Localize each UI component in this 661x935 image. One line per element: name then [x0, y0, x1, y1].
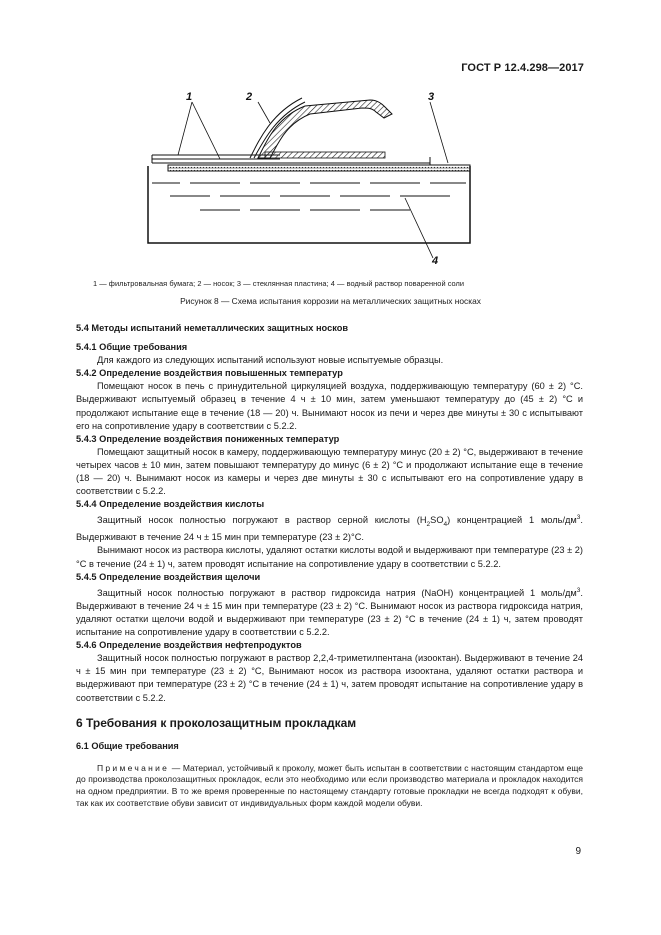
section-5-4-1-text: Для каждого из следующих испытаний используют новые испытуемые образцы. [97, 355, 444, 366]
section-6-1-title: 6.1 Общие требования [76, 740, 179, 751]
main-content [76, 322, 583, 809]
section-5-4-title: 5.4 Методы испытаний неметаллических защитных носков [76, 323, 349, 333]
figure-caption: Рисунок 8 — Схема испытания коррозии на металлических защитных носках [180, 296, 481, 306]
label-3: 3 [428, 91, 435, 103]
label-4: 4 [432, 255, 439, 267]
document-code: ГОСТ Р 12.4.298—2017 [461, 62, 584, 74]
label-2: 2 [246, 91, 253, 103]
toecap-arch [258, 100, 392, 158]
section-5-4-6-title: 5.4.6 Определение воздействия нефтепродуктов [76, 640, 302, 651]
label-1: 1 [186, 91, 193, 103]
tank-outline [148, 166, 470, 243]
figure-legend: 1 — фильтровальная бумага; 2 — носок; 3 — стеклянная пластина; 4 — водный раствор поваренной соли [93, 279, 465, 288]
section-5-4-5-text: Защитный носок полностью погружают в раствор гидроксида натрия (NaOH) концентрацией 1 моль/$дм^3$. Выдерживают в течение 24 ч ± 15 мин при температуре (23 ± 2) °С. Вынимают носок из раствора гидроксида натрия, удаляют остатки щелочи водой и выдерживают при температуре (23 ± 2) °С в течение (24 ± 1) ч, затем проводят испытание на сопротивление удару в соответствии с 5.2.2. [76, 586, 583, 638]
section-5-4-6-text: Защитный носок полностью погружают в раствор 2,2,4-триметилпентана (изооктан). Выдерживают в течение 24 ч ± 15 мин при температуре (23 ± 2) °С, Вынимают носок из раствора изооктана, удаляют остатки раствора и выдерживают при температуре (23 ± 2) °С в течение (24 ± 1) ч, затем проводят испытание на сопротивление удару в соответствии с 5.2.2. [76, 653, 583, 703]
note-label: Примечание [97, 762, 170, 773]
section-5-4-4-title: 5.4.4 Определение воздействия кислоты [76, 499, 265, 510]
section-5-4-3-text: Помещают защитный носок в камеру, поддерживающую температуру минус (20 ± 2) °С, выдерживают в течение четырех часов ± 10 мин, затем повышают температуру до минус (6 ± 2) °С и продолжают испытание еще в течение (18 — 20) ч. Вынимают носок из камеры и через две минуты ± 30 с испытывают его на сопротивление удару в соответствии с 5.2.2. [76, 446, 583, 497]
section-5-4-4-text: Защитный носок полностью погружают в раствор серной кислоты $(H_2SO_4)$ концентрацией 1 моль/$дм^3$. Выдерживают в течение 24 ч ± 15 мин при температуре (23 ± 2)°С. [76, 514, 583, 543]
note: Примечание — Материал, устойчивый к проколу, может быть испытан в соответствии с настоящим стандартом еще до производства проколозащитных прокладок, если это необходимо или если производство материала и прокладок находится на одном предприятии. В то же время проверенные по настоящему стандарту готовые прокладки не всегда подходят к обуви, так как их соответствие обуви зависит от индивидуальных форм каждой модели обуви. [76, 762, 583, 808]
section-5-4-4-text-2: Вынимают носок из раствора кислоты, удаляют остатки кислоты водой и выдерживают при температуре (23 ± 2) °С в течение (24 ± 1) ч, затем проводят испытание на сопротивление удару в соответствии с 5.2.2. [76, 545, 583, 569]
section-6-title: 6 Требования к проколозащитным прокладкам [76, 715, 357, 730]
section-5-4-1-title: 5.4.1 Общие требования [76, 342, 188, 353]
section-5-4-2-title: 5.4.2 Определение воздействия повышенных температур [76, 368, 343, 379]
page-number: 9 [575, 846, 581, 857]
figure-8-diagram [130, 88, 490, 268]
section-5-4-5-title: 5.4.5 Определение воздействия щелочи [76, 571, 261, 582]
toecap-base [265, 152, 385, 158]
section-5-4-3-title: 5.4.3 Определение воздействия пониженных температур [76, 433, 340, 444]
section-5-4-2-text: Помещают носок в печь с принудительной циркуляцией воздуха, поддерживающую температуру (60 ± 2) °С. Выдерживают испытуемый образец в течение 4 ч ± 10 мин, затем уменьшают температуру до (45 ± 2) °С и продолжают испытание еще в течение (18 — 20) ч. Вынимают носок из печи и через две минуты ± 30 с испытывают его на сопротивление удару в соответствии с 5.2.2. [76, 381, 583, 431]
